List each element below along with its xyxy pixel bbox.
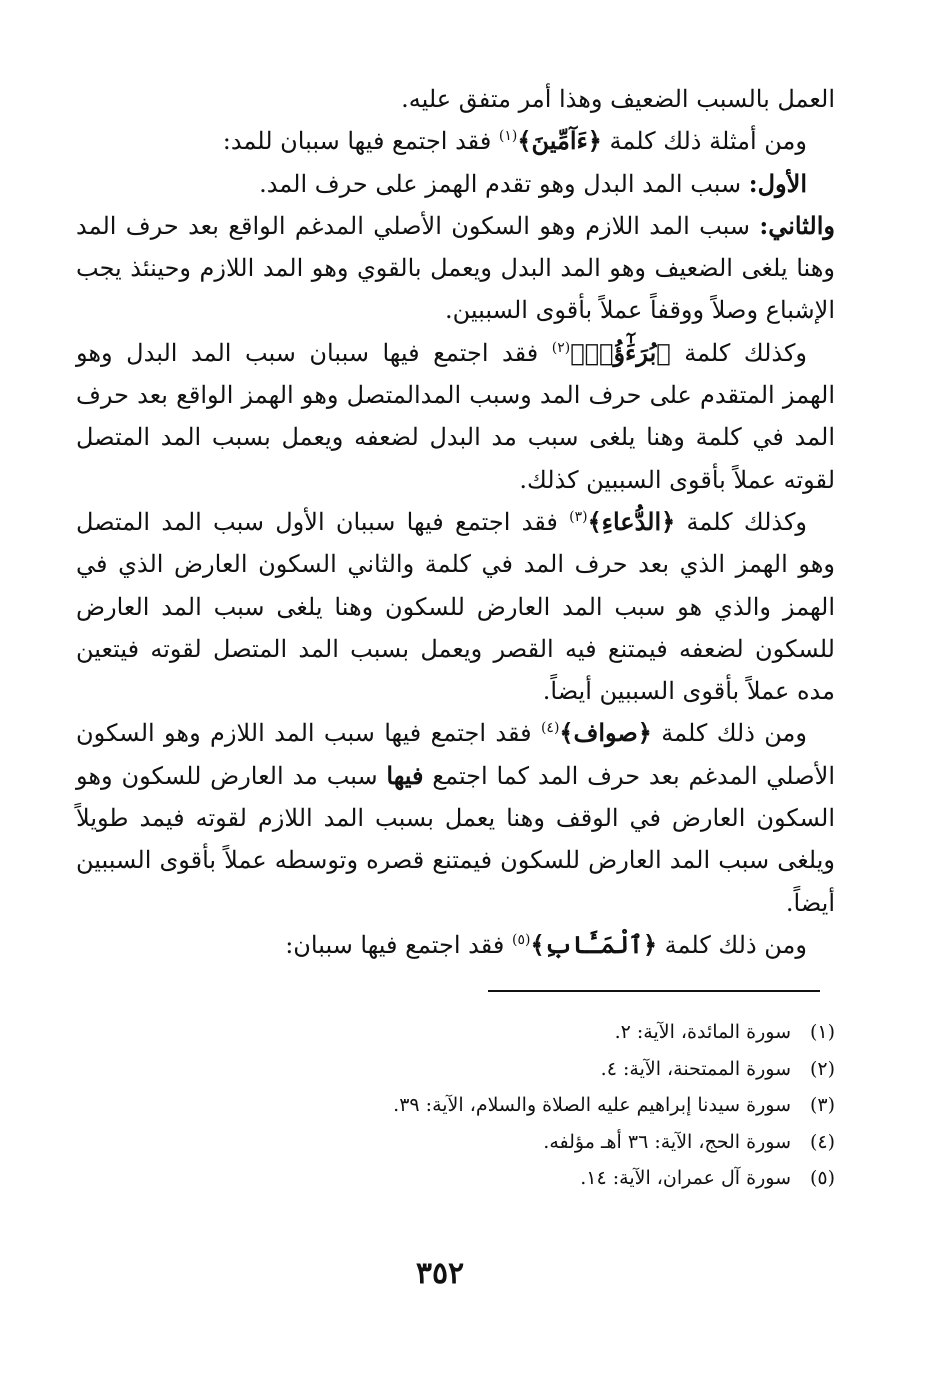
footnote-number: (٢) bbox=[809, 1057, 835, 1080]
paragraph-8 bbox=[76, 924, 835, 966]
paragraph-text: سبب المد البدل وهو تقدم الهمز على حرف المد. bbox=[259, 169, 749, 198]
footnote-reference: (٥) bbox=[512, 931, 531, 948]
paragraph-text: وكذلك كلمة bbox=[675, 507, 807, 536]
footnote-text: سورة المائدة، الآية: ٢. bbox=[614, 1021, 791, 1043]
footnote-reference: (٣) bbox=[569, 508, 588, 525]
paragraph-3 bbox=[76, 163, 835, 205]
footnote-text: سورة آل عمران، الآية: ١٤. bbox=[580, 1167, 791, 1189]
term-heading: الأول: bbox=[748, 168, 807, 198]
page-number: ٣٥٢ bbox=[415, 1256, 465, 1291]
footnote-text: سورة الحج، الآية: ٣٦ أهـ مؤلفه. bbox=[543, 1130, 791, 1153]
footnote-text: سورة الممتحنة، الآية: ٤. bbox=[600, 1057, 791, 1080]
footnote-item bbox=[135, 1014, 835, 1051]
footnote-reference: (١) bbox=[498, 128, 518, 145]
paragraph-4 bbox=[76, 205, 835, 332]
paragraph-text: ومن ذلك كلمة bbox=[657, 930, 807, 959]
paragraph-text: سبب المد اللازم وهو السكون الأصلي المدغم الواقع بعد حرف المد وهنا يلغى الضعيف وهو المد البدل ويعمل بالقوي وهو المد اللازم وحينئذ يجب الإشباع وصلاً ووقفاً عملاً بأقوى السببين. bbox=[76, 211, 835, 325]
paragraph-text: ومن أمثلة ذلك كلمة bbox=[601, 127, 807, 156]
paragraph-text: العمل بالسبب الضعيف وهذا أمر متفق عليه. bbox=[401, 85, 835, 113]
footnote-number: (٤) bbox=[809, 1130, 835, 1153]
paragraph-7 bbox=[76, 712, 835, 923]
main-text bbox=[76, 78, 835, 966]
footnote-text: سورة سيدنا إبراهيم عليه الصلاة والسلام، الآية: ٣٩. bbox=[393, 1094, 791, 1116]
paragraph-5 bbox=[76, 332, 835, 501]
paragraph-text: فقد اجتمع فيها سببان الأول سبب المد المتصل وهو الهمز الذي بعد حرف المد في كلمة والثاني السكون العارض الذي في الهمز والذي هو سبب المد العارض للسكون وهنا يلغى سبب المد العارض للسكون لضعفه فيمتنع فيه القصر ويعمل بسبب المد المتصل لقوته فيتعين مده عملاً بأقوى السببين أيضاً. bbox=[76, 507, 835, 706]
paragraph-text: فقد اجتمع فيها سببان للمد: bbox=[222, 127, 499, 156]
quran-word: ﴿صواف﴾ bbox=[559, 718, 652, 748]
footnote-item bbox=[135, 1051, 835, 1088]
quran-word: ﴿الدُّعاءِ﴾ bbox=[587, 506, 676, 536]
footnote-reference: (٤) bbox=[540, 720, 560, 737]
paragraph-text: سبب مد العارض للسكون وهو السكون العارض في الوقف وهنا يعمل بسبب المد اللازم لقوته فيمد طويلاً ويلغى سبب المد العارض للسكون فيمتنع قصره وتوسطه عملاً بأقوى السببين أيضاً. bbox=[76, 761, 835, 917]
footnote-item bbox=[135, 1160, 835, 1197]
paragraph-text: وكذلك كلمة bbox=[670, 338, 807, 367]
quran-word: ﴿ٱلْمَـَٔابِ﴾ bbox=[530, 929, 658, 959]
footnote-item bbox=[135, 1087, 835, 1124]
footnote-item bbox=[135, 1124, 835, 1161]
paragraph-2 bbox=[76, 120, 835, 162]
paragraph-6 bbox=[76, 501, 835, 712]
footnote-number: (١) bbox=[809, 1021, 835, 1043]
paragraph-1 bbox=[76, 78, 835, 120]
footnote-reference: (٢) bbox=[551, 339, 571, 356]
term-heading: والثاني: bbox=[759, 210, 835, 240]
footnote-number: (٥) bbox=[809, 1167, 835, 1189]
paragraph-text: ومن ذلك كلمة bbox=[651, 719, 807, 748]
footnotes bbox=[135, 1014, 835, 1197]
quran-word: ﴿بُرَءَٰٓؤُا۟﴾ bbox=[570, 337, 671, 367]
paragraph-text: فقد اجتمع فيها سببان سبب المد البدل وهو الهمز المتقدم على حرف المد وسبب المدالمتصل وهو الهمز الواقع بعد حرف المد في كلمة وهنا يلغى سبب مد البدل لضعفه ويعمل بسبب المد المتصل لقوته عملاً بأقوى السببين كذلك. bbox=[76, 338, 835, 494]
paragraph-text: فقد اجتمع فيها سبب المد اللازم وهو السكون الأصلي المدغم بعد حرف المد كما اجتمع bbox=[76, 719, 835, 790]
footnote-number: (٣) bbox=[809, 1094, 835, 1116]
footnote-divider bbox=[488, 990, 820, 992]
emphasized-word: فيها bbox=[386, 760, 424, 790]
paragraph-text: فقد اجتمع فيها سببان: bbox=[285, 930, 513, 959]
quran-word: ﴿ءَآمِّينَ﴾ bbox=[517, 126, 602, 156]
